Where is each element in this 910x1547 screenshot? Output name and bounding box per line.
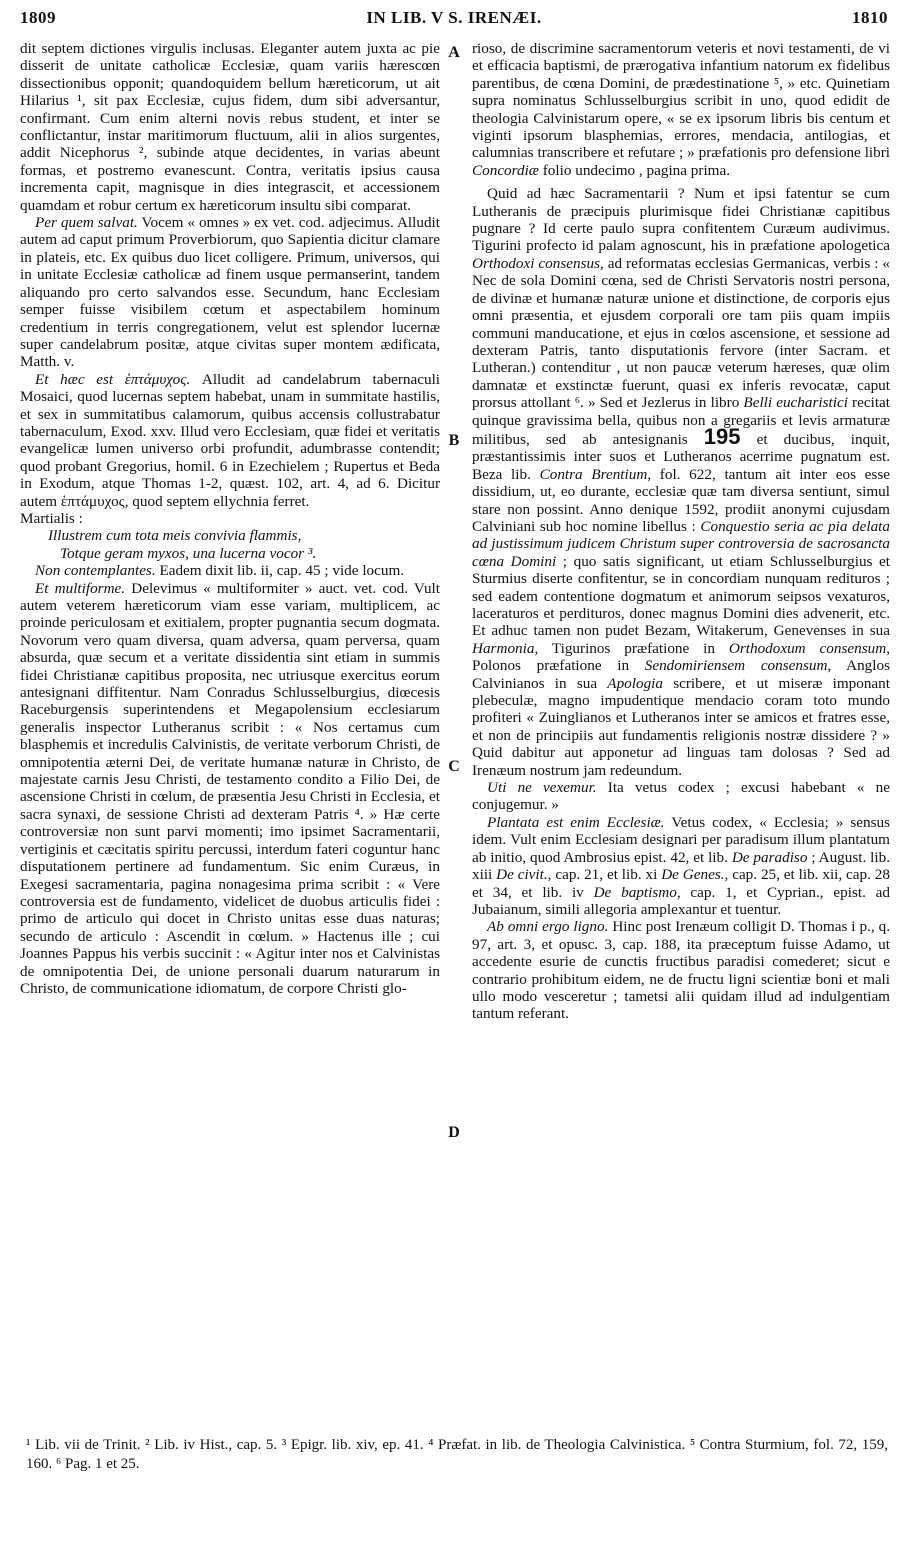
title-italic: Concordiæ <box>472 161 539 179</box>
paragraph-text: Vetus codex, « Ecclesia; » sensus idem. Vult enim Ecclesiam designari per paradisum illum plantatum ab initio, quod Ambrosius epist. 42, et lib. <box>472 813 890 866</box>
paragraph-text: , Tigurinos præfatione in <box>534 639 729 657</box>
paragraph <box>472 185 890 779</box>
paragraph <box>472 814 890 918</box>
right-column <box>472 40 890 1420</box>
paragraph-text: , cap. 25, et lib. xii, cap. 28 et 34, et lib. iv <box>472 866 890 901</box>
paragraph-text: , fol. 622, tantum ait inter eos esse dissidium, ut, eo durante, ecclesiæ quæ tam diversa sentiunt, simul stare non possint. Anno denique 1592, prodiit anonymi cujusdam Calviniani sub hoc nomine libellus : <box>472 465 890 535</box>
paragraph-text: recitat quinque gravissima bella, quibus non a gregariis et levis armaturæ militibus, sed ab antesignanis <box>472 394 890 448</box>
paragraph: Martialis : <box>20 509 83 527</box>
running-header <box>20 8 888 34</box>
paragraph-text: , Polonos præfatione in <box>472 639 890 675</box>
paragraph-text: Vocem « omnes » ex vet. cod. adjecimus. Alludit autem ad caput primum Proverbiorum, quo Sapientia dicitur clamare in plateis, etc. Ex quibus duo licet colligere. Primum, universos, qui in unitate Ecclesiæ catholicæ ad finem usque permanserint, tandem aliquando pro certo salvandos esse. Secundum, hanc Ecclesiam semper fuisse visibilem cœtum et aspectabilem hominum credentium in terris congregationem, velut est splendor lucernæ super candelabrum positæ, atque civitas super montem ædificata, Matth. v. <box>20 214 440 371</box>
title-italic: Sendomiriensem consensum <box>644 657 828 675</box>
lemma: Ab omni ergo ligno. <box>487 918 609 936</box>
paragraph-text: , ad reformatas ecclesias Germanicas, verbis : « Nec de sola Domini cœna, sed de Christi Servatoris nostri persona, de divinæ et humanæ naturæ unione et distinctione, de corporis ejus omni præsentia, et ejusdem corporali ore tam piis quam impiis communi manducatione, et ejus in cœlos ascensione, et sessione ad dexteram Patris, tanto disputationis fervore (inter Sacram. et Lutheran.) contenditur , ut non paucæ veterum hæreses, quæ olim damnatæ et exstinctæ fuerunt, quasi ex inferis revocatæ, caput prorsus attollant ⁶. » Sed et Jezlerus in libro <box>472 254 890 412</box>
title-italic: Apologia <box>607 674 663 692</box>
paragraph-text: et ducibus, inquit, præstantissimis inter suos et Lutheranos acerrime pugnatum est. Beza lib. <box>472 430 890 483</box>
paragraph-text: Delevimus « multiformiter » auct. vet. cod. Vult autem veterem hæreticorum viam esse variam, multiplicem, ac proinde periculosam et exitialem, propter pugnantia secum dogmata. Novorum vero quam diversa, quam adversa, quam perversa, quam absurda, quæ secum et a veritate dissidentia sint etiam in summis fidei Christianæ capitibus proposita, nec utriusque exercitus eorum antesignani diffitentur. Nam Conradus Schlusselburgius, diœcesis Raceburgensis superintendens et Megapolensium ecclesiarum generalis inspector Lutheranus scribit : « Nos certamus cum blasphemis et incredulis Calvinistis, de veritate verborum Christi, de omnipotentia æterni Dei, de veritate humanæ naturæ in Christo, de majestate carnis Jesu Christi, de testamento condito a Filio Dei, de ascensione Christi in cœlum, de præsentia Jesu Christi in Ecclesia, et sacra synaxi, de sessione Christi ad dexteram Patris ⁴. » Hæ certe controversiæ non sunt parvi momenti; imo ipsimet Sacramentarii, vertiginis et cæcitatis spiritu percussi, interdum fateri coguntur hanc disputationem pertinere ad fundamentum. Sic enim Curæus, in Exegesi sacramentaria, pagina nonagesima prima scribit : « Vere controversia est de fundamento, videlicet de duobus articulis fidei : primo de articulo qui docet in Christo unitas esse duas naturas; secundo de articulo : Ascendit in cœlum. » Hactenus ille ; cui Joannes Pappus his verbis succinit : « Agitur inter nos et Calvinistas de omnipotentia Dei, de unione personali duarum naturarum in Christo, de communicatione idiomatum, de corpore Christi glo- <box>20 579 440 997</box>
verse-line: Illustrem cum tota meis convivia flammis, <box>48 527 302 545</box>
title-italic: Harmonia <box>472 639 535 657</box>
title-italic: De baptismo <box>593 883 677 901</box>
title-italic: Orthodoxum consensum <box>728 639 887 657</box>
title-italic: Orthodoxi consensus <box>472 254 600 272</box>
paragraph <box>20 214 440 371</box>
lemma: Per quem salvat. <box>35 214 138 232</box>
paragraph <box>472 779 890 814</box>
lemma: Et multiforme. <box>35 579 126 597</box>
page-number-left: 1809 <box>20 8 56 27</box>
footnotes: ¹ Lib. vii de Trinit. ² Lib. iv Hist., cap. 5. ³ Epigr. lib. xiv, ep. 41. ⁴ Præfat. in lib. de Theologia Calvinistica. ⁵ Contra Sturmium, fol. 72, 159, 160. ⁶ Pag. 1 et 25. <box>26 1437 888 1472</box>
paragraph-text: Eadem dixit lib. ii, cap. 45 ; vide locum. <box>155 562 405 580</box>
paragraph-text: scribere, et ut miseræ imponant plebeculæ, magno impudentique mendacio coram toto mundo profiteri « Zuinglianos et Lutheranos inter se amicos et fratres esse, et non de principiis aut fundamentis religionis nostræ dissidere ? » Quid dabitur aut apponetur ad linguas tam dolosas ? Sed ad Irenæum nostrum jam redeundum. <box>472 674 890 779</box>
paragraph <box>20 580 440 998</box>
paragraph <box>20 371 440 510</box>
running-title: IN LIB. V S. IRENÆI. <box>366 8 542 27</box>
title-italic: Belli eucharistici <box>743 394 848 412</box>
margin-marker-b: B <box>448 432 460 449</box>
left-column <box>20 40 440 1420</box>
paragraph-text: Alludit ad candelabrum tabernaculi Mosaici, quod lucernas septem habebat, unam in summitate hastilis, et sex in summitatibus calamorum, quibus accensis collustrabatur tabernaculum, Exod. xxv. Illud vero Ecclesiam, quæ fidei et veritatis evangelicæ lumen universo orbi profundit, adumbrasse contendit; quod probant Gregorius, homil. 6 in Ezechielem ; Rupertus et Beda in Exodum, atque Thomas 1-2, quæst. 102, art. 4, ad 6. Dicitur autem ἑπτάμυχος, quod septem ellychnia ferret. <box>20 370 440 510</box>
lemma: Plantata est enim Ecclesiæ. <box>487 813 665 831</box>
title-italic: De civit. <box>496 866 548 884</box>
paragraph: dit septem dictiones virgulis inclusas. Eleganter autem juxta ac pie disserit de unitate catholicæ Ecclesiæ, quam variis hærescœn dissectionibus opponit; quandoquidem bellum hæreticorum, ut ait Hilarius ¹, sit pax Ecclesiæ, cujus fidem, dum sibi adversantur, confirmant. Cum enim alterni novis rebus student, et inter se conflictantur, instar maritimorum fluctuum, alii in alios surgentes, addit Nicephorus ², subinde atque decidentes, in varias abeunt formas, et postremo evanescunt. Contra, veritatis ipsius causa incrementa capit, magnisque in dies integrascit, et accessionem quamdam et robur certum ex hæreticorum insultu sibi comparat. <box>20 40 440 214</box>
paragraph-text: , cap. 21, et lib. xi <box>547 866 662 884</box>
page-number-right: 1810 <box>852 8 888 27</box>
margin-marker-d: D <box>448 1124 460 1141</box>
lemma: Et hæc est ἑπτάμυχος. <box>35 370 191 388</box>
title-italic: De paradiso <box>731 848 808 866</box>
paragraph-text: , Anglos Calvinianos in sua <box>472 657 890 692</box>
title-italic: De Genes. <box>661 866 725 884</box>
paragraph-text: Ita vetus codex ; excusi habebant « ne conjugemur. » <box>472 779 890 814</box>
margin-marker-a: A <box>448 44 460 61</box>
paragraph-text: rioso, de discrimine sacramentorum veteris et novi testamenti, de vi et efficacia baptismi, de prærogativa infantium natorum ex fidelibus parentibus, de cœna Domini, de prædestinatione ⁵, » etc. Quinetiam supra nominatus Schlusselburgius scribit in uno, quod edidit de theologia Calvinistarum opere, « se ex ipsorum libris bis centum et viginti ipsorum blasphemias, errores, mendacia, antilogias, et calumnias transcribere et refutare ; » præfationis pro defensione libri <box>472 40 890 162</box>
paragraph-text: , cap. 1, et Cyprian., epist. ad Jubaianum, simili allegoria amplexantur et tuentur. <box>472 883 890 918</box>
paragraph <box>20 562 440 579</box>
column-number: 195 <box>703 423 741 449</box>
margin-marker-c: C <box>448 758 460 775</box>
lemma: Uti ne vexemur. <box>487 779 597 797</box>
paragraph-text: ; August. lib. xiii <box>472 848 890 884</box>
lemma: Non contemplantes. <box>35 562 156 580</box>
paragraph-text: folio undecimo , pagina prima. <box>538 161 731 179</box>
paragraph-text: ; quo satis significant, ut etiam Schlusselburgius et Sturmius diserte confitentur, se in concordiam nunquam redituros ; sed eadem contentione dogmatum et animorum seipsos vexaturos, laceraturos et perdituros, donec magnus Domini dies advenerit, etc. Et adhuc tamen non pudet Bezam, Witakerum, Genevenses in sua <box>472 552 890 640</box>
paragraph-text: Quid ad hæc Sacramentarii ? Num et ipsi fatentur se cum Lutheranis de præcipuis plurimisque fidei Christianæ capitibus pugnare ? Id certe paulo supra confitentem Curæum audivimus. Tigurini profecto id palam agnoscunt, his in præfatione apologetica <box>472 185 890 255</box>
verse-line: Totque geram myxos, una lucerna vocor ³. <box>60 544 317 562</box>
paragraph <box>472 918 890 1022</box>
title-italic: Conquestio seria ac pia delata ad justissimum judicem Christum super controversia de sacrosancta cœna Domini <box>472 517 890 570</box>
paragraph <box>472 40 890 179</box>
title-italic: Contra Brentium <box>539 465 648 483</box>
paragraph-text: Hinc post Irenæum colligit D. Thomas i p., q. 97, art. 3, et opusc. 3, cap. 188, ita præceptum fuisse Adamo, ut accedente esurie de cunctis fructibus paradisi comederet; sicut e contrario prohibitum eidem, ne de fructu ligni scientiæ boni et mali ullo modo vesceretur ; tametsi alii quidam illud ad indulgentiam tantum referant. <box>472 918 890 1023</box>
